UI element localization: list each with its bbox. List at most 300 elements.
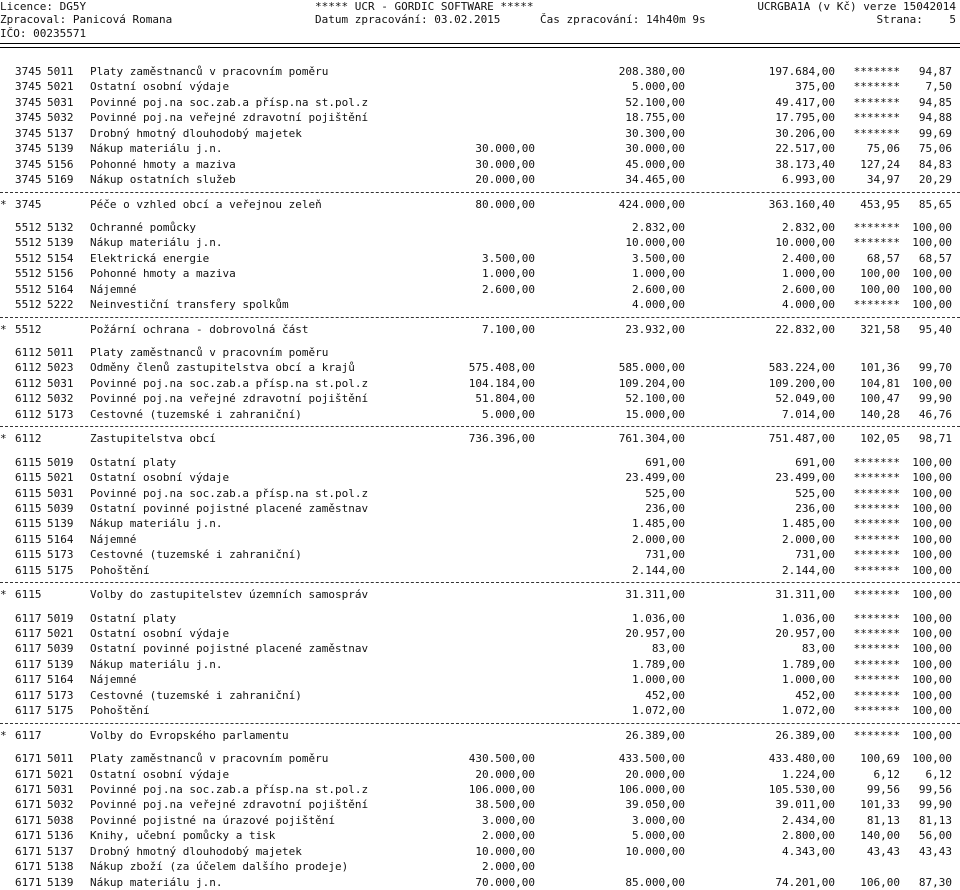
approved-budget: 575.408,00 (468, 361, 535, 375)
percent-of-adjusted: 100,00 (912, 471, 952, 485)
table-row (0, 703, 960, 718)
item-description: Péče o vzhled obcí a veřejnou zeleň (90, 197, 322, 211)
percent-of-approved: 453,95 (860, 197, 900, 211)
budget-after-changes: 2.144,00 (632, 563, 685, 577)
budget-after-changes: 424.000,00 (618, 197, 685, 211)
percent-of-adjusted: 100,00 (912, 376, 952, 390)
percent-of-approved: ******* (853, 611, 900, 625)
budget-after-changes: 1.485,00 (632, 517, 685, 531)
budget-after-changes: 30.300,00 (625, 126, 685, 140)
percent-of-adjusted: 100,00 (912, 236, 952, 250)
percent-of-approved: 127,24 (860, 157, 900, 171)
percent-of-adjusted: 100,00 (912, 267, 952, 281)
percent-of-approved: 101,33 (860, 798, 900, 812)
paragraph-code: 6115 (15, 588, 42, 602)
percent-of-approved: 140,00 (860, 829, 900, 843)
row-gap (0, 743, 960, 751)
percent-of-approved: ******* (853, 111, 900, 125)
item-code: 5154 (47, 251, 74, 265)
percent-of-adjusted: 100,00 (912, 627, 952, 640)
header-rule-bottom (0, 47, 960, 48)
table-row (0, 407, 960, 422)
header-line-1 (0, 0, 960, 14)
budget-after-changes: 452,00 (645, 688, 685, 702)
actual-amount: 17.795,00 (775, 111, 835, 125)
paragraph-code: 6171 (15, 860, 42, 874)
percent-of-adjusted: 100,00 (912, 728, 952, 742)
table-row (0, 141, 960, 156)
percent-of-adjusted: 100,00 (912, 548, 952, 562)
paragraph-code: 6117 (15, 657, 42, 671)
item-description: Ostatní povinné pojistné placené zaměstnav (90, 642, 369, 656)
actual-amount: 31.311,00 (775, 588, 835, 602)
software-title: ***** UCR - GORDIC SOFTWARE ***** (315, 0, 534, 13)
actual-amount: 1.789,00 (782, 657, 835, 671)
percent-of-approved: 99,56 (866, 782, 900, 796)
percent-of-adjusted: 68,57 (918, 251, 952, 265)
table-row (0, 235, 960, 250)
approved-budget: 30.000,00 (475, 157, 535, 171)
approved-budget: 38.500,00 (475, 798, 535, 812)
item-code: 5031 (47, 376, 74, 390)
percent-of-approved: ******* (853, 95, 900, 109)
subtotal-row (0, 197, 960, 212)
percent-of-adjusted: 100,00 (912, 455, 952, 469)
item-description: Neinvestiční transfery spolkům (90, 298, 289, 312)
item-code: 5164 (47, 532, 74, 546)
budget-after-changes: 52.100,00 (625, 95, 685, 109)
percent-of-approved: 104,81 (860, 376, 900, 390)
item-description: Elektrická energie (90, 251, 210, 265)
actual-amount: 691,00 (795, 455, 835, 469)
approved-budget: 5.000,00 (482, 407, 535, 421)
table-row (0, 828, 960, 843)
actual-amount: 375,00 (795, 80, 835, 94)
table-row (0, 859, 960, 874)
percent-of-approved: ******* (853, 688, 900, 702)
approved-budget: 51.804,00 (475, 392, 535, 406)
paragraph-code: 3745 (15, 65, 42, 78)
item-description: Volby do Evropského parlamentu (90, 728, 289, 742)
table-row (0, 251, 960, 266)
item-description: Cestovné (tuzemské i zahraniční) (90, 407, 302, 421)
paragraph-code: 3745 (15, 111, 42, 125)
approved-budget: 2.600,00 (482, 282, 535, 296)
subtotal-row (0, 728, 960, 743)
budget-after-changes: 1.000,00 (632, 267, 685, 281)
item-description: Drobný hmotný dlouhodobý majetek (90, 844, 302, 858)
budget-after-changes: 23.932,00 (625, 322, 685, 336)
table-row (0, 345, 960, 360)
table-row (0, 172, 960, 187)
percent-of-adjusted: 99,90 (918, 798, 952, 812)
item-description: Povinné poj.na soc.zab.a přísp.na st.pol.z (90, 486, 369, 500)
paragraph-code: 6115 (15, 548, 42, 562)
item-description: Pohonné hmoty a maziva (90, 157, 236, 171)
paragraph-code: 6112 (15, 346, 42, 359)
subtotal-row (0, 431, 960, 446)
item-description: Platy zaměstnanců v pracovním poměru (90, 752, 329, 766)
actual-amount: 1.224,00 (782, 767, 835, 781)
table-row (0, 297, 960, 312)
percent-of-approved: 140,28 (860, 407, 900, 421)
percent-of-approved: 75,06 (866, 142, 900, 156)
percent-of-adjusted: 100,00 (912, 657, 952, 671)
item-code: 5019 (47, 611, 74, 625)
percent-of-adjusted: 7,50 (925, 80, 952, 94)
percent-of-approved: 106,00 (860, 875, 900, 889)
item-code: 5164 (47, 673, 74, 687)
item-description: Nákup materiálu j.n. (90, 657, 223, 671)
table-row (0, 688, 960, 703)
percent-of-adjusted: 99,69 (918, 126, 952, 140)
table-row (0, 95, 960, 110)
paragraph-code: 6115 (15, 563, 42, 577)
item-code: 5173 (47, 548, 74, 562)
item-description: Povinné poj.na veřejné zdravotní pojištění (90, 111, 369, 125)
budget-after-changes: 525,00 (645, 486, 685, 500)
item-description: Ostatní platy (90, 455, 177, 469)
percent-of-approved: ******* (853, 657, 900, 671)
item-code: 5039 (47, 501, 74, 515)
item-code: 5021 (47, 627, 74, 640)
approved-budget: 2.000,00 (482, 829, 535, 843)
subtotal-row (0, 322, 960, 337)
budget-after-changes: 5.000,00 (632, 829, 685, 843)
item-description: Odměny členů zastupitelstva obcí a krajů (90, 361, 355, 375)
percent-of-adjusted: 94,88 (918, 111, 952, 125)
item-code: 5156 (47, 267, 74, 281)
paragraph-code: 5512 (15, 282, 42, 296)
item-code: 5021 (47, 767, 74, 781)
paragraph-code: 6117 (15, 642, 42, 656)
actual-amount: 4.000,00 (782, 298, 835, 312)
subtotal-marker: * (0, 588, 7, 602)
percent-of-approved: ******* (853, 704, 900, 718)
budget-after-changes: 5.000,00 (632, 80, 685, 94)
actual-amount: 39.011,00 (775, 798, 835, 812)
item-code: 5132 (47, 220, 74, 234)
actual-amount: 49.417,00 (775, 95, 835, 109)
actual-amount: 6.993,00 (782, 173, 835, 187)
paragraph-code: 3745 (15, 157, 42, 171)
table-row (0, 767, 960, 782)
percent-of-adjusted: 100,00 (912, 673, 952, 687)
item-description: Nájemné (90, 532, 137, 546)
approved-budget: 30.000,00 (475, 142, 535, 156)
processor: Zpracoval: Panicová Romana (0, 13, 173, 26)
percent-of-adjusted: 100,00 (912, 688, 952, 702)
percent-of-adjusted: 100,00 (912, 752, 952, 766)
table-row (0, 360, 960, 375)
budget-after-changes: 433.500,00 (618, 752, 685, 766)
paragraph-code: 6115 (15, 517, 42, 531)
paragraph-code: 5512 (15, 251, 42, 265)
item-code: 5139 (47, 517, 74, 531)
table-row (0, 110, 960, 125)
percent-of-approved: ******* (853, 627, 900, 640)
budget-after-changes: 731,00 (645, 548, 685, 562)
item-code: 5031 (47, 782, 74, 796)
percent-of-adjusted: 75,06 (918, 142, 952, 156)
table-row (0, 486, 960, 501)
page-number: Strana: 5 (876, 13, 956, 26)
percent-of-adjusted: 100,00 (912, 220, 952, 234)
approved-budget: 3.500,00 (482, 251, 535, 265)
item-description: Cestovné (tuzemské i zahraniční) (90, 688, 302, 702)
item-code: 5164 (47, 282, 74, 296)
table-row (0, 126, 960, 141)
paragraph-code: 5512 (15, 267, 42, 281)
actual-amount: 452,00 (795, 688, 835, 702)
item-code: 5136 (47, 829, 74, 843)
budget-after-changes: 1.036,00 (632, 611, 685, 625)
percent-of-adjusted: 94,85 (918, 95, 952, 109)
paragraph-code: 6112 (15, 376, 42, 390)
item-code: 5032 (47, 111, 74, 125)
table-row (0, 282, 960, 297)
percent-of-approved: 100,00 (860, 282, 900, 296)
percent-of-approved: 101,36 (860, 361, 900, 375)
dashed-separator (0, 578, 960, 587)
percent-of-adjusted: 46,76 (918, 407, 952, 421)
approved-budget: 20.000,00 (475, 767, 535, 781)
paragraph-code: 5512 (15, 236, 42, 250)
percent-of-adjusted: 99,70 (918, 361, 952, 375)
paragraph-code: 6115 (15, 455, 42, 469)
item-description: Ostatní povinné pojistné placené zaměstnav (90, 501, 369, 515)
item-code: 5222 (47, 298, 74, 312)
item-description: Povinné poj.na veřejné zdravotní pojištění (90, 392, 369, 406)
item-description: Povinné poj.na soc.zab.a přísp.na st.pol.z (90, 376, 369, 390)
table-row (0, 516, 960, 531)
item-code: 5021 (47, 471, 74, 485)
paragraph-code: 6171 (15, 829, 42, 843)
paragraph-code: 6117 (15, 728, 42, 742)
table-row (0, 470, 960, 485)
actual-amount: 52.049,00 (775, 392, 835, 406)
budget-after-changes: 39.050,00 (625, 798, 685, 812)
actual-amount: 1.485,00 (782, 517, 835, 531)
actual-amount: 236,00 (795, 501, 835, 515)
actual-amount: 2.144,00 (782, 563, 835, 577)
budget-after-changes: 31.311,00 (625, 588, 685, 602)
item-description: Platy zaměstnanců v pracovním poměru (90, 65, 329, 78)
paragraph-code: 3745 (15, 142, 42, 156)
budget-after-changes: 1.789,00 (632, 657, 685, 671)
item-code: 5039 (47, 642, 74, 656)
percent-of-approved: ******* (853, 728, 900, 742)
paragraph-code: 6171 (15, 844, 42, 858)
actual-amount: 2.000,00 (782, 532, 835, 546)
percent-of-adjusted: 100,00 (912, 517, 952, 531)
percent-of-adjusted: 100,00 (912, 588, 952, 602)
approved-budget: 80.000,00 (475, 197, 535, 211)
item-code: 5139 (47, 875, 74, 889)
percent-of-adjusted: 6,12 (925, 767, 952, 781)
actual-amount: 197.684,00 (768, 65, 835, 78)
item-description: Povinné poj.na soc.zab.a přísp.na st.pol.z (90, 95, 369, 109)
budget-after-changes: 10.000,00 (625, 844, 685, 858)
actual-amount: 22.517,00 (775, 142, 835, 156)
item-description: Knihy, učební pomůcky a tisk (90, 829, 276, 843)
dashed-separator (0, 188, 960, 197)
budget-after-changes: 2.600,00 (632, 282, 685, 296)
item-description: Pohoštění (90, 704, 150, 718)
actual-amount: 7.014,00 (782, 407, 835, 421)
ico: IČO: 00235571 (0, 27, 87, 40)
percent-of-adjusted: 87,30 (918, 875, 952, 889)
actual-amount: 38.173,40 (775, 157, 835, 171)
budget-after-changes: 3.500,00 (632, 251, 685, 265)
percent-of-approved: ******* (853, 126, 900, 140)
header-line-2 (0, 13, 960, 27)
item-code: 5175 (47, 704, 74, 718)
row-gap (0, 337, 960, 345)
item-code: 5137 (47, 844, 74, 858)
item-code: 5021 (47, 80, 74, 94)
item-code: 5011 (47, 752, 74, 766)
paragraph-code: 6115 (15, 501, 42, 515)
table-row (0, 813, 960, 828)
paragraph-code: 5512 (15, 322, 42, 336)
item-description: Nákup materiálu j.n. (90, 517, 223, 531)
header-line-3 (0, 27, 960, 41)
table-row (0, 672, 960, 687)
percent-of-approved: ******* (853, 532, 900, 546)
actual-amount: 751.487,00 (768, 432, 835, 446)
item-description: Povinné pojistné na úrazové pojištění (90, 813, 336, 827)
table-row (0, 64, 960, 79)
table-row (0, 391, 960, 406)
approved-budget: 736.396,00 (468, 432, 535, 446)
actual-amount: 1.036,00 (782, 611, 835, 625)
paragraph-code: 6171 (15, 782, 42, 796)
percent-of-approved: ******* (853, 673, 900, 687)
budget-after-changes: 208.380,00 (618, 65, 685, 78)
table-row (0, 797, 960, 812)
percent-of-adjusted: 20,29 (918, 173, 952, 187)
budget-after-changes: 15.000,00 (625, 407, 685, 421)
paragraph-code: 5512 (15, 298, 42, 312)
paragraph-code: 6112 (15, 392, 42, 406)
actual-amount: 731,00 (795, 548, 835, 562)
budget-after-changes: 45.000,00 (625, 157, 685, 171)
item-description: Ostatní osobní výdaje (90, 627, 230, 640)
item-description: Ostatní osobní výdaje (90, 471, 230, 485)
item-code: 5137 (47, 126, 74, 140)
paragraph-code: 3745 (15, 95, 42, 109)
percent-of-adjusted: 94,87 (918, 65, 952, 78)
paragraph-code: 3745 (15, 197, 42, 211)
actual-amount: 2.434,00 (782, 813, 835, 827)
percent-of-adjusted: 100,00 (912, 501, 952, 515)
budget-after-changes: 20.000,00 (625, 767, 685, 781)
approved-budget: 7.100,00 (482, 322, 535, 336)
paragraph-code: 6112 (15, 361, 42, 375)
actual-amount: 1.000,00 (782, 673, 835, 687)
approved-budget: 430.500,00 (468, 752, 535, 766)
actual-amount: 525,00 (795, 486, 835, 500)
budget-after-changes: 83,00 (651, 642, 685, 656)
item-description: Nákup materiálu j.n. (90, 236, 223, 250)
budget-after-changes: 106.000,00 (618, 782, 685, 796)
paragraph-code: 6117 (15, 627, 42, 640)
paragraph-code: 6171 (15, 798, 42, 812)
item-description: Zastupitelstva obcí (90, 432, 216, 446)
paragraph-code: 6117 (15, 673, 42, 687)
approved-budget: 2.000,00 (482, 860, 535, 874)
budget-after-changes: 23.499,00 (625, 471, 685, 485)
row-gap (0, 212, 960, 220)
table-row (0, 782, 960, 797)
percent-of-approved: ******* (853, 471, 900, 485)
item-code: 5011 (47, 65, 74, 78)
item-description: Pohoštění (90, 563, 150, 577)
approved-budget: 106.000,00 (468, 782, 535, 796)
table-row (0, 626, 960, 641)
processing-date: Datum zpracování: 03.02.2015 (315, 13, 501, 26)
table-row (0, 547, 960, 562)
actual-amount: 583.224,00 (768, 361, 835, 375)
paragraph-code: 5512 (15, 220, 42, 234)
item-code: 5173 (47, 688, 74, 702)
paragraph-code: 3745 (15, 80, 42, 94)
approved-budget: 70.000,00 (475, 875, 535, 889)
actual-amount: 4.343,00 (782, 844, 835, 858)
item-description: Nákup ostatních služeb (90, 173, 236, 187)
subtotal-marker: * (0, 197, 7, 211)
table-row (0, 455, 960, 470)
budget-after-changes: 20.957,00 (625, 627, 685, 640)
item-code: 5175 (47, 563, 74, 577)
actual-amount: 2.800,00 (782, 829, 835, 843)
budget-after-changes: 10.000,00 (625, 236, 685, 250)
table-row (0, 751, 960, 766)
paragraph-code: 6117 (15, 611, 42, 625)
paragraph-code: 6112 (15, 407, 42, 421)
licence: Licence: DG5Y (0, 0, 87, 13)
paragraph-code: 6171 (15, 875, 42, 889)
percent-of-approved: ******* (853, 517, 900, 531)
item-description: Ostatní platy (90, 611, 177, 625)
item-description: Cestovné (tuzemské i zahraniční) (90, 548, 302, 562)
item-code: 5031 (47, 486, 74, 500)
actual-amount: 74.201,00 (775, 875, 835, 889)
report-version: UCRGBA1A (v Kč) verze 15042014 (757, 0, 956, 13)
percent-of-adjusted: 100,00 (912, 642, 952, 656)
percent-of-approved: 43,43 (866, 844, 900, 858)
item-code: 5023 (47, 361, 74, 375)
budget-after-changes: 30.000,00 (625, 142, 685, 156)
approved-budget: 20.000,00 (475, 173, 535, 187)
table-row (0, 532, 960, 547)
budget-after-changes: 4.000,00 (632, 298, 685, 312)
actual-amount: 30.206,00 (775, 126, 835, 140)
subtotal-marker: * (0, 432, 7, 446)
paragraph-code: 6171 (15, 767, 42, 781)
item-code: 5011 (47, 346, 74, 359)
percent-of-adjusted: 100,00 (912, 563, 952, 577)
actual-amount: 22.832,00 (775, 322, 835, 336)
paragraph-code: 6117 (15, 704, 42, 718)
table-row (0, 611, 960, 626)
item-code: 5032 (47, 798, 74, 812)
item-description: Nájemné (90, 673, 137, 687)
percent-of-adjusted: 95,40 (918, 322, 952, 336)
percent-of-approved: ******* (853, 65, 900, 78)
item-description: Pohonné hmoty a maziva (90, 267, 236, 281)
